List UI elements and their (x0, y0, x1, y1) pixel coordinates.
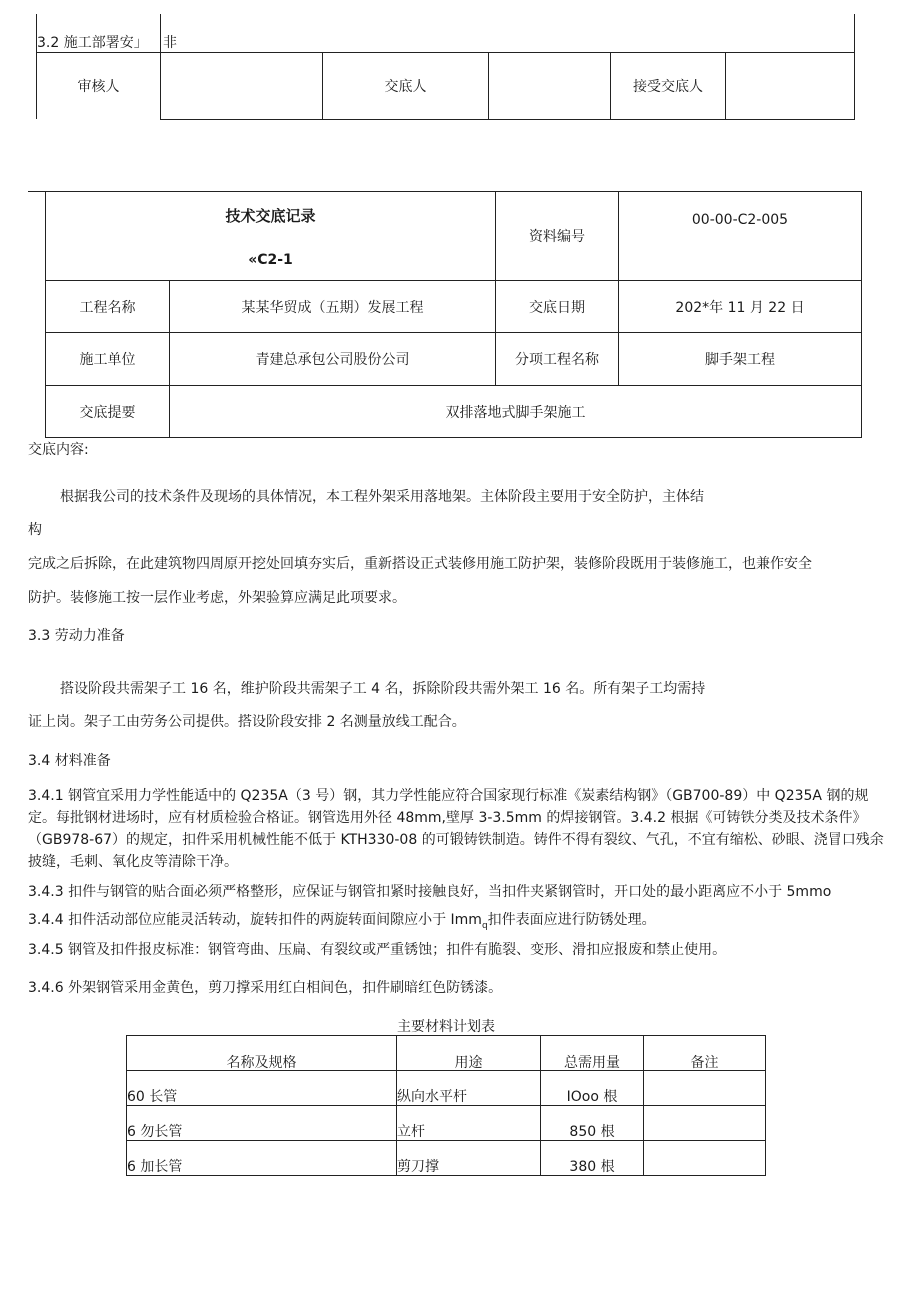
column-header: 名称及规格 (226, 1055, 297, 1071)
paragraph-line: 根据我公司的技术条件及现场的具体情况，本工程外架采用落地架。主体阶段主要用于安全防护，主体结 (60, 489, 704, 505)
material-name: 6 加长管 (127, 1159, 183, 1175)
section-fragment: 3.2 施工部署安」 (37, 35, 148, 51)
reviewer-label: 审核人 (77, 79, 120, 95)
material-qty: 850 根 (569, 1124, 615, 1140)
receiver-label: 接受交底人 (633, 79, 703, 95)
material-name: 6 勿长管 (127, 1124, 183, 1140)
paragraph-3-4-6: 3.4.6 外架钢管采用金黄色，剪刀撑采用红白相间色，扣件刷暗红色防锈漆。 (28, 980, 503, 996)
paragraph-line: 防护。装修施工按一层作业考虑，外架验算应满足此项要求。 (28, 590, 406, 606)
unit-value: 青建总承包公司股份公司 (255, 352, 410, 368)
summary-value: 双排落地式脚手架施工 (445, 404, 586, 421)
discloser-signature-field (489, 53, 610, 119)
reviewer-signature-field (161, 53, 322, 119)
doc-no-label: 资料编号 (529, 229, 585, 245)
project-value: 某某华贸成（五期）发展工程 (241, 299, 424, 316)
material-name: 60 长管 (127, 1089, 178, 1105)
subitem-value: 脚手架工程 (705, 352, 775, 368)
receiver-signature-field (726, 53, 854, 119)
section-fragment-right: 非 (163, 35, 177, 51)
paragraph-3-4-3: 3.4.3 扣件与钢管的贴合面必须严格整形，应保证与钢管扣紧时接触良好，当扣件夹紧钢管时，开口处的最小距离应不小于 5mmo (28, 884, 832, 900)
paragraph-line: 完成之后拆除，在此建筑物四周原开挖处回填夯实后，重新搭设正式装修用施工防护架，装修阶段既用于装修施工，也兼作安全 (28, 556, 812, 572)
material-qty: 380 根 (569, 1159, 615, 1175)
materials-caption: 主要材料计划表 (397, 1019, 495, 1035)
doc-no-value: 00-00-C2-005 (691, 212, 789, 228)
date-value: 202*年 11 月 22 日 (675, 299, 805, 316)
date-label: 交底日期 (529, 299, 585, 316)
paragraph-line: 证上岗。架子工由劳务公司提供。搭设阶段安排 2 名测量放线工配合。 (28, 714, 466, 730)
column-header: 用途 (454, 1055, 483, 1071)
record-title: 技术交底记录 (225, 207, 316, 225)
project-label: 工程名称 (79, 299, 136, 316)
paragraph-3-4-4: 3.4.4 扣件活动部位应能灵活转动，旋转扣件的两旋转面间隙应小于 Imm$_q$扣件表面应进行防锈处理。 (28, 912, 656, 931)
material-use: 剪刀撑 (397, 1159, 439, 1175)
material-use: 纵向水平杆 (397, 1089, 467, 1105)
unit-label: 施工单位 (79, 352, 136, 368)
summary-label: 交底提要 (79, 404, 136, 421)
section-heading-3-3: 3.3 劳动力准备 (28, 628, 125, 644)
paragraph-line: 构 (28, 522, 42, 538)
section-heading-3-4: 3.4 材料准备 (28, 753, 111, 769)
subitem-label: 分项工程名称 (515, 352, 599, 368)
paragraph-line: 搭设阶段共需架子工 16 名，维护阶段共需架子工 4 名，拆除阶段共需外架工 16 名。所有架子工均需持 (60, 681, 706, 697)
content-heading: 交底内容: (28, 442, 89, 458)
material-qty: IOoo 根 (566, 1089, 618, 1105)
record-code: «C2-1 (248, 252, 293, 268)
discloser-label: 交底人 (384, 79, 427, 95)
paragraph-3-4-5: 3.4.5 钢管及扣件报皮标准：钢管弯曲、压扁、有裂纹或严重锈蚀；扣件有脆裂、变形、滑扣应报废和禁止使用。 (28, 942, 727, 958)
material-use: 立杆 (397, 1124, 425, 1140)
paragraph-3-4-1: 3.4.1 钢管宜采用力学性能适中的 Q235A（3 号）钢，其力学性能应符合国家现行标准《炭素结构钢》（GB700-89）中 Q235A 钢的规定。每批钢材进场时，应有材质检验合格证。钢管选用外径 48mm,壁厚 3-3.5mm 的焊接钢管。3.4.2 根据《可铸铁分类及技术条件》（GB978-67）的规定，扣件采用机械性能不低于 KTH330-08 的可锻铸铁制造。铸件不得有裂纹、气孔，不宜有缩松、砂眼、浇冒口残余披缝，毛刺、氧化皮等清除干净。 (28, 788, 884, 870)
column-header: 备注 (690, 1055, 719, 1071)
column-header: 总需用量 (564, 1055, 620, 1071)
